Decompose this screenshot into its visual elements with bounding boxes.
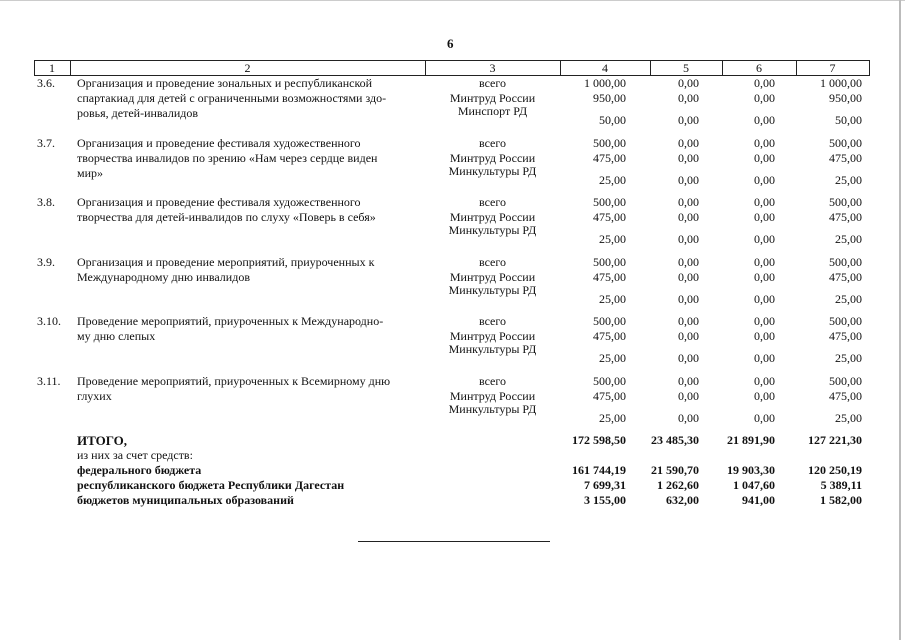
value: 1 000,00 [584, 76, 626, 90]
value: 950,00 [829, 91, 862, 105]
total-sub-label: из них за счет средств: [77, 448, 193, 462]
value-cell-col7 [784, 76, 862, 128]
col-header-1: 1 [49, 61, 55, 75]
value-cell-col4 [548, 314, 626, 366]
value: 0,00 [754, 255, 775, 269]
value: 0,00 [754, 270, 775, 284]
value: 1 000,00 [820, 76, 862, 90]
source-line: всего [478, 76, 507, 90]
value: 475,00 [829, 389, 862, 403]
value: 475,00 [593, 389, 626, 403]
desc-line: Организация и проведение фестиваля художественного [77, 195, 361, 209]
value: 0,00 [678, 314, 699, 328]
municipal-col4: 3 155,00 [584, 493, 626, 507]
source-line: Минкультуры РД [448, 342, 537, 356]
value: 25,00 [599, 351, 626, 365]
value-cell-col7 [784, 195, 862, 247]
value-cell-col6 [697, 76, 775, 128]
value: 25,00 [835, 351, 862, 365]
desc-line: творчества инвалидов по зрению «Нам через сердце виден [77, 151, 378, 165]
row-description [77, 76, 422, 121]
value: 50,00 [599, 113, 626, 127]
value: 0,00 [678, 374, 699, 388]
row-description [77, 314, 422, 344]
value: 500,00 [593, 136, 626, 150]
value: 0,00 [754, 292, 775, 306]
value-cell-col5 [621, 195, 699, 247]
value: 0,00 [754, 173, 775, 187]
col-header-3: 3 [489, 61, 496, 75]
desc-line: Организация и проведение мероприятий, приуроченных к [77, 255, 375, 269]
source-line: Минкультуры РД [448, 283, 537, 297]
value: 475,00 [829, 270, 862, 284]
row-number: 3.11. [37, 374, 61, 388]
value: 0,00 [678, 136, 699, 150]
value: 500,00 [829, 374, 862, 388]
col-header-7: 7 [829, 61, 836, 75]
value-cell-col7 [784, 374, 862, 426]
row-source [430, 76, 555, 119]
row-description [77, 374, 422, 404]
value: 0,00 [678, 389, 699, 403]
value: 475,00 [593, 270, 626, 284]
republic-col5: 1 262,60 [657, 478, 699, 492]
col-header-5: 5 [683, 61, 689, 75]
value: 475,00 [593, 329, 626, 343]
desc-line: ровья, детей-инвалидов [77, 106, 199, 120]
republic-col7: 5 389,11 [820, 478, 862, 492]
value: 0,00 [754, 329, 775, 343]
desc-line: му дню слепых [77, 329, 156, 343]
value: 0,00 [754, 210, 775, 224]
source-line: Минспорт РД [457, 104, 528, 118]
value: 0,00 [754, 113, 775, 127]
col-header-6: 6 [756, 61, 762, 75]
value-cell-col6 [697, 195, 775, 247]
value: 25,00 [599, 292, 626, 306]
republic-label: республиканского бюджета Республики Дагестан [77, 478, 345, 492]
value: 0,00 [754, 351, 775, 365]
value: 25,00 [835, 173, 862, 187]
value-cell-col4 [548, 255, 626, 307]
value-cell-col6 [697, 374, 775, 426]
value-cell-col6 [697, 314, 775, 366]
republic-col4: 7 699,31 [584, 478, 626, 492]
value: 475,00 [829, 329, 862, 343]
value-cell-col6 [697, 255, 775, 307]
value: 0,00 [754, 136, 775, 150]
value: 0,00 [678, 232, 699, 246]
row-source [430, 374, 555, 417]
value: 25,00 [835, 232, 862, 246]
value: 500,00 [593, 374, 626, 388]
value: 25,00 [599, 411, 626, 425]
row-description [77, 136, 422, 181]
value: 475,00 [593, 210, 626, 224]
value: 0,00 [678, 91, 699, 105]
row-number: 3.8. [37, 195, 55, 209]
value: 25,00 [599, 173, 626, 187]
value: 0,00 [678, 351, 699, 365]
value: 0,00 [678, 411, 699, 425]
end-divider-line [358, 541, 550, 542]
value: 25,00 [599, 232, 626, 246]
row-number: 3.10. [37, 314, 61, 328]
desc-line: спартакиад для детей с ограниченными возможностями здо- [77, 91, 387, 105]
value: 0,00 [754, 91, 775, 105]
desc-line: Проведение мероприятий, приуроченных к Всемирному дню [77, 374, 391, 388]
source-line: Минтруд России [449, 389, 536, 403]
value: 0,00 [754, 314, 775, 328]
value: 0,00 [754, 151, 775, 165]
municipal-label: бюджетов муниципальных образований [77, 493, 294, 507]
desc-line: Международному дню инвалидов [77, 270, 250, 284]
value-cell-col4 [548, 374, 626, 426]
value-cell-col6 [697, 136, 775, 188]
row-source [430, 314, 555, 357]
value-cell-col7 [784, 255, 862, 307]
value: 0,00 [678, 151, 699, 165]
value: 500,00 [829, 314, 862, 328]
value: 0,00 [678, 113, 699, 127]
value: 0,00 [678, 255, 699, 269]
source-line: Минкультуры РД [448, 402, 537, 416]
source-line: Минкультуры РД [448, 223, 537, 237]
value-cell-col7 [784, 136, 862, 188]
value-cell-col5 [621, 255, 699, 307]
source-line: Минтруд России [449, 329, 536, 343]
source-line: всего [478, 314, 507, 328]
total-col6: 21 891,90 [727, 433, 775, 447]
desc-line: Организация и проведение зональных и республиканской [77, 76, 373, 90]
row-description [77, 255, 422, 285]
col-header-2: 2 [244, 61, 251, 75]
value: 50,00 [835, 113, 862, 127]
table-right-border [869, 60, 870, 76]
value: 950,00 [593, 91, 626, 105]
value-cell-col4 [548, 76, 626, 128]
row-number: 3.6. [37, 76, 55, 90]
value: 25,00 [835, 411, 862, 425]
value: 0,00 [754, 76, 775, 90]
value: 0,00 [754, 232, 775, 246]
value: 500,00 [829, 136, 862, 150]
value: 0,00 [678, 270, 699, 284]
row-number: 3.7. [37, 136, 55, 150]
value: 475,00 [593, 151, 626, 165]
total-col5: 23 485,30 [651, 433, 699, 447]
value: 0,00 [754, 411, 775, 425]
source-line: Минтруд России [449, 151, 536, 165]
total-label: ИТОГО, [77, 433, 128, 448]
value: 475,00 [829, 151, 862, 165]
value-cell-col5 [621, 374, 699, 426]
source-line: Минтруд России [449, 210, 536, 224]
source-line: всего [478, 136, 507, 150]
source-line: всего [478, 255, 507, 269]
value: 0,00 [678, 195, 699, 209]
source-line: всего [478, 374, 507, 388]
value-cell-col4 [548, 195, 626, 247]
value-cell-col4 [548, 136, 626, 188]
value: 0,00 [678, 292, 699, 306]
value-cell-col5 [621, 76, 699, 128]
republic-col6: 1 047,60 [733, 478, 775, 492]
value: 475,00 [829, 210, 862, 224]
municipal-col5: 632,00 [666, 493, 699, 507]
federal-col5: 21 590,70 [651, 463, 699, 477]
row-description [77, 195, 422, 225]
value: 500,00 [593, 195, 626, 209]
source-line: Минтруд России [449, 270, 536, 284]
row-number: 3.9. [37, 255, 55, 269]
value-cell-col7 [784, 314, 862, 366]
value: 25,00 [835, 292, 862, 306]
total-col4: 172 598,50 [572, 433, 626, 447]
municipal-col7: 1 582,00 [820, 493, 862, 507]
value: 500,00 [593, 255, 626, 269]
value: 0,00 [678, 210, 699, 224]
value: 0,00 [678, 76, 699, 90]
federal-col7: 120 250,19 [808, 463, 862, 477]
value: 0,00 [754, 195, 775, 209]
desc-line: творчества для детей-инвалидов по слуху «Поверь в себя» [77, 210, 376, 224]
value: 0,00 [678, 173, 699, 187]
federal-col4: 161 744,19 [572, 463, 626, 477]
desc-line: Организация и проведение фестиваля художественного [77, 136, 361, 150]
total-col7: 127 221,30 [808, 433, 862, 447]
source-line: Минкультуры РД [448, 164, 537, 178]
value-cell-col5 [621, 136, 699, 188]
municipal-col6: 941,00 [742, 493, 775, 507]
federal-label: федерального бюджета [77, 463, 202, 477]
source-line: Минтруд России [449, 91, 536, 105]
scan-edge-top [0, 0, 905, 1]
source-line: всего [478, 195, 507, 209]
col-header-4: 4 [602, 61, 608, 75]
row-source [430, 255, 555, 298]
federal-col6: 19 903,30 [727, 463, 775, 477]
value: 500,00 [829, 195, 862, 209]
value: 500,00 [829, 255, 862, 269]
value: 500,00 [593, 314, 626, 328]
scan-edge-right [899, 0, 901, 640]
row-source [430, 195, 555, 238]
desc-line: мир» [77, 166, 104, 180]
page-number: 6 [447, 36, 454, 51]
desc-line: Проведение мероприятий, приуроченных к Международно- [77, 314, 384, 328]
value-cell-col5 [621, 314, 699, 366]
desc-line: глухих [77, 389, 112, 403]
value: 0,00 [754, 374, 775, 388]
value: 0,00 [754, 389, 775, 403]
row-source [430, 136, 555, 179]
value: 0,00 [678, 329, 699, 343]
